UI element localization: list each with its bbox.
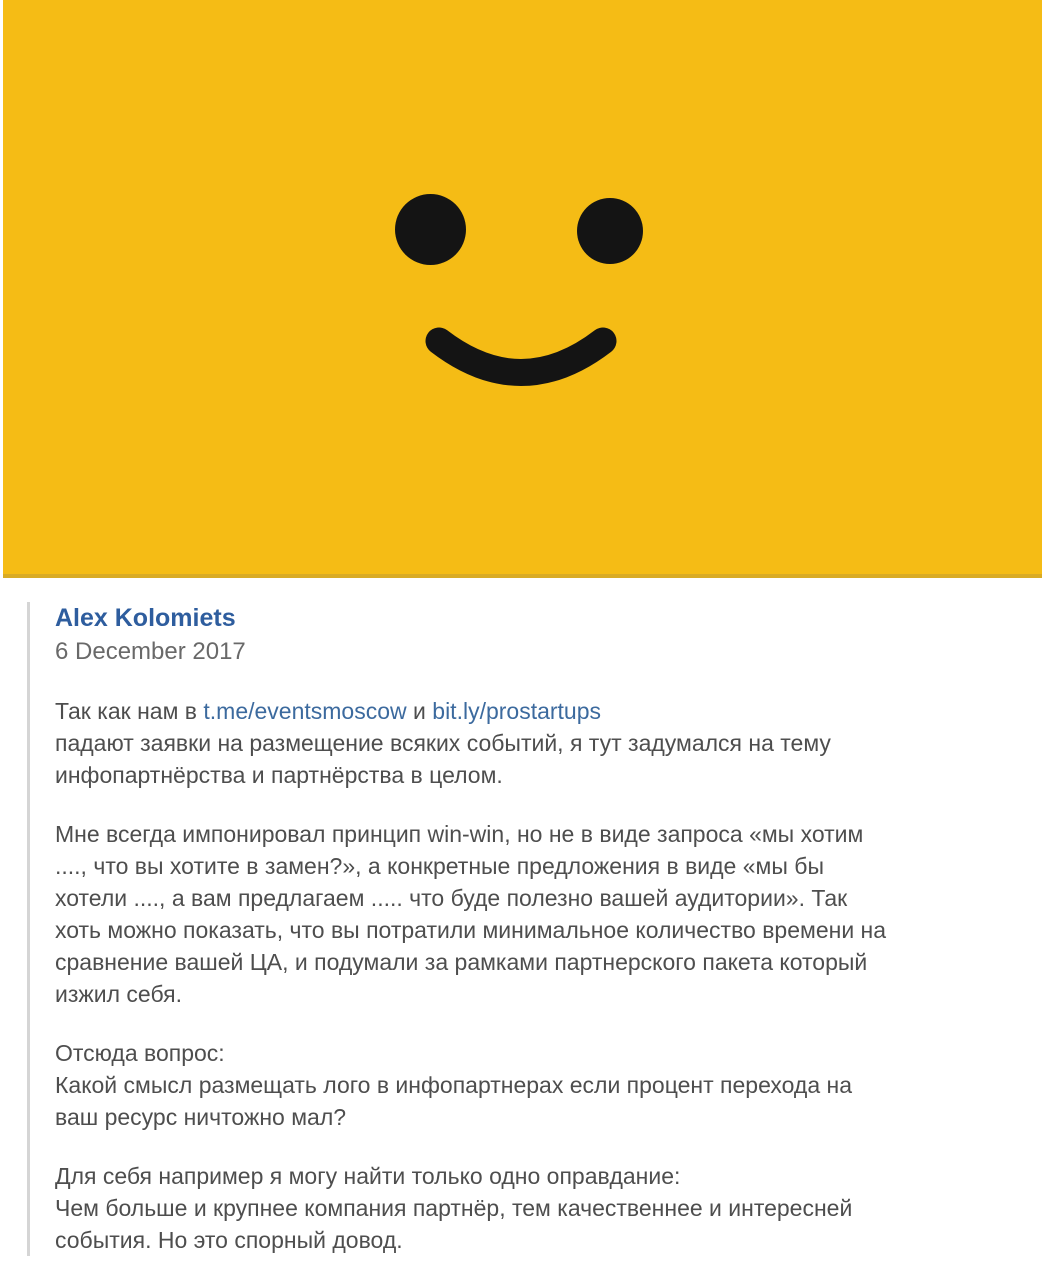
link-prostartups[interactable]: bit.ly/prostartups [432,698,602,724]
post-text-line: сравнение вашей ЦА, и подумали за рамками партнерского пакета который [55,949,868,975]
post-paragraph-question [55,1037,1022,1133]
post-text-line: Для себя например я могу найти только одно оправдание: [55,1163,681,1189]
post-paragraph-justification [55,1160,1022,1256]
post-date: 6 December 2017 [55,638,246,665]
post-header [55,602,1022,668]
post-text-line: события. Но это спорный довод. [55,1227,403,1253]
author-link[interactable]: Alex Kolomiets [55,604,236,632]
post-image-banner[interactable] [3,0,1042,578]
intro-text-before-link: Так как нам в [55,698,204,724]
post-text-line [55,695,1022,727]
post-text-line: Какой смысл размещать лого в инфопартнерах если процент перехода на [55,1072,852,1098]
post-text-line: инфопартнёрства и партнёрства в целом. [55,762,503,788]
post-text-line: Чем больше и крупнее компания партнёр, тем качественнее и интересней [55,1195,853,1221]
post-text-line: хоть можно показать, что вы потратили минимальное количество времени на [55,917,887,943]
post-body [27,602,1022,1256]
intro-text-between-links: и [406,698,433,724]
post-text-line: ваш ресурс ничтожно мал? [55,1104,347,1130]
post-text-line: Отсюда вопрос: [55,1040,225,1066]
smiley-left-eye-icon [395,194,466,265]
smiley-right-eye-icon [577,198,643,264]
post-text-line: падают заявки на размещение всяких событий, я тут задумался на тему [55,730,831,756]
post-text-line: ...., что вы хотите в замен?», а конкретные предложения в виде «мы бы [55,853,824,879]
post-paragraph-intro [55,695,1022,791]
post-text-line: изжил себя. [55,981,182,1007]
link-eventsmoscow[interactable]: t.me/eventsmoscow [203,698,407,724]
post-text-line: хотели ...., а вам предлагаем ..... что буде полезно вашей аудитории». Так [55,885,848,911]
smiley-mouth-icon [3,0,1042,574]
post-text-line: Мне всегда импонировал принцип win-win, но не в виде запроса «мы хотим [55,821,864,847]
post-paragraph-winwin [55,818,1022,1010]
